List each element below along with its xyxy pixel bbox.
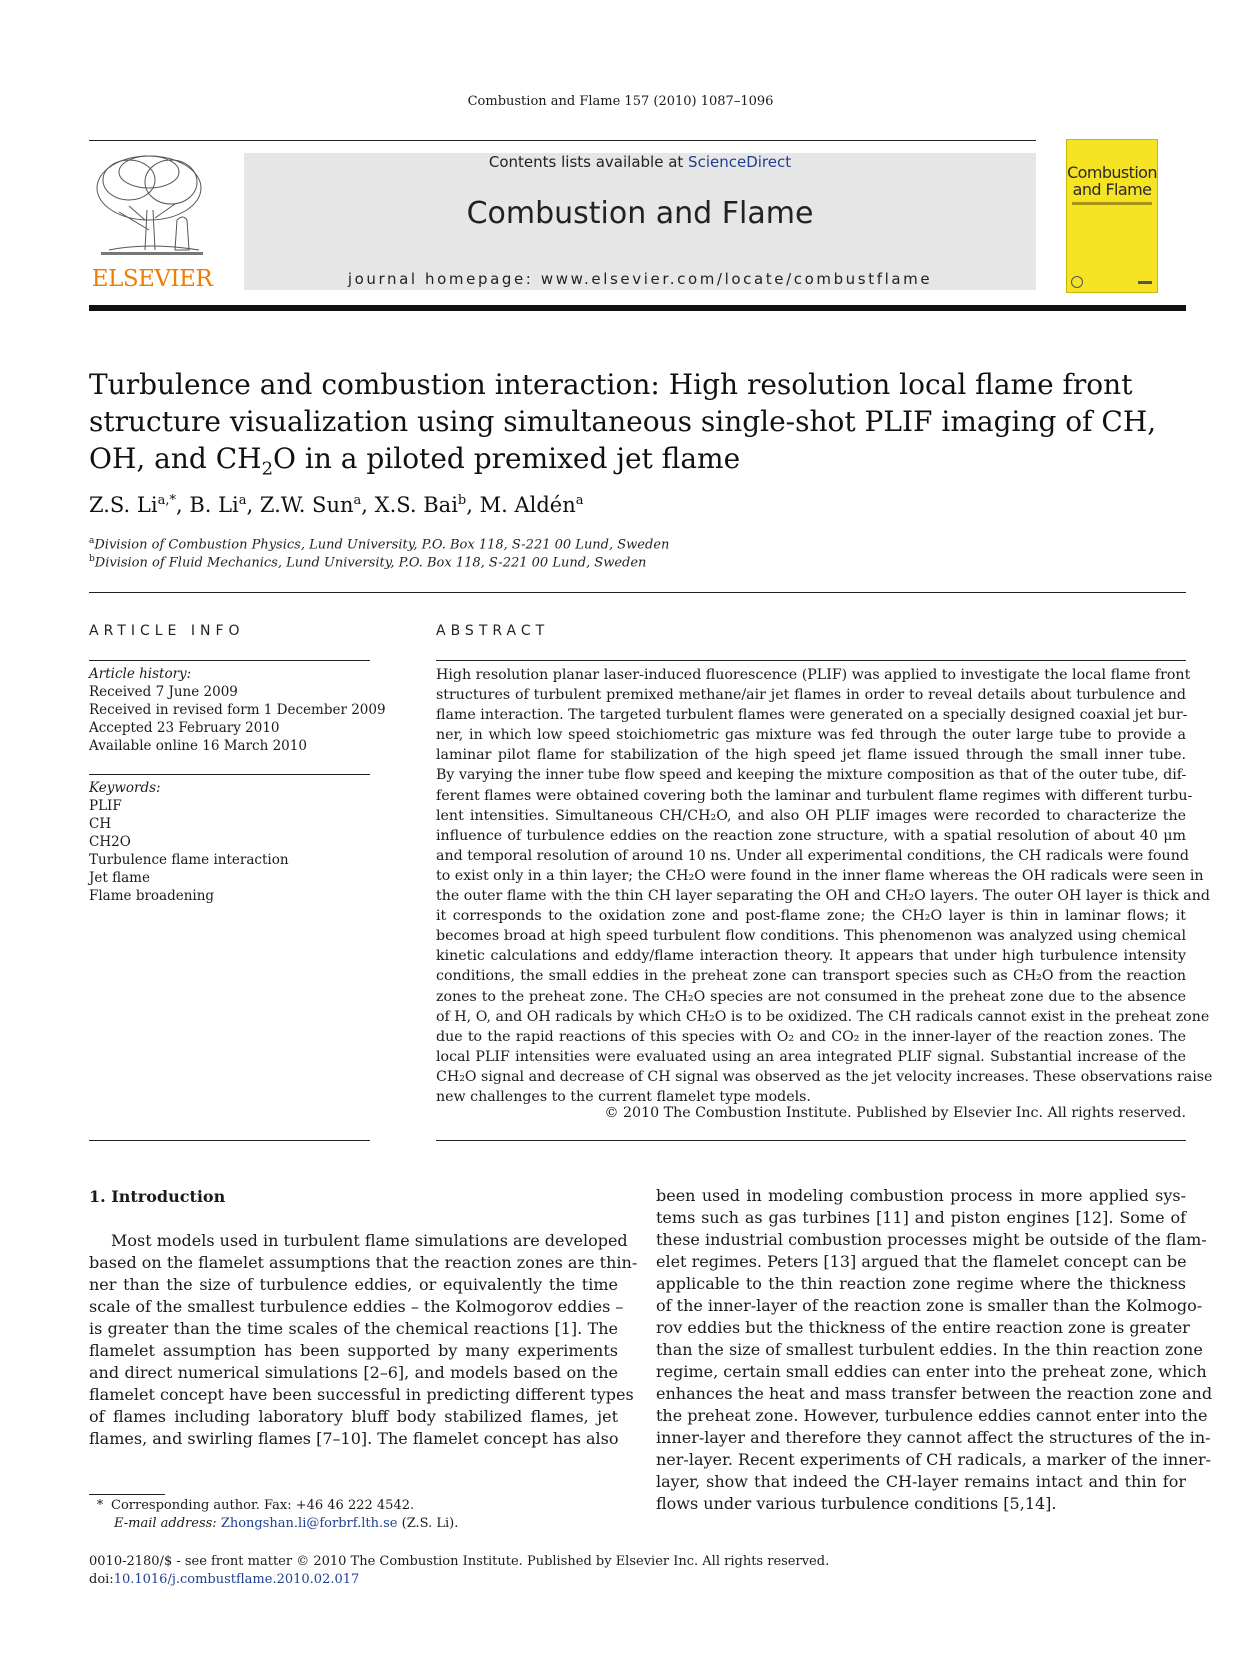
cover-subtitle-bar	[1072, 202, 1152, 205]
body-line: is greater than the time scales of the chemical reactions [1]. The	[89, 1319, 618, 1338]
author-name[interactable]: Z.W. Sun	[259, 493, 354, 517]
abstract-line: kinetic calculations and eddy/flame interaction theory. It appears that under high turbulence intensity	[436, 948, 1186, 965]
info-rule	[89, 660, 370, 661]
abstract-line: flame interaction. The targeted turbulent flames were generated on a specially designed coaxial jet bur-	[436, 707, 1188, 724]
history-online: Available online 16 March 2010	[89, 738, 307, 754]
keyword: CH	[89, 816, 112, 832]
keywords-label: Keywords:	[89, 780, 161, 796]
issn-line: 0010-2180/$ - see front matter © 2010 The Combustion Institute. Published by Elsevier Inc. All rights reserved.	[89, 1554, 830, 1569]
abstract-line: local PLIF intensities were evaluated using an area integrated PLIF signal. Substantial increase of the	[436, 1048, 1186, 1065]
body-line: rov eddies but the thickness of the entire reaction zone is greater	[656, 1318, 1190, 1337]
affiliation-sup: a	[89, 536, 95, 546]
history-accepted: Accepted 23 February 2010	[89, 720, 280, 736]
title-line-3b: O in a piloted premixed jet flame	[273, 442, 741, 475]
author-sup: a,*	[157, 493, 176, 508]
title-line-2: structure visualization using simultaneous single-shot PLIF imaging of CH,	[89, 405, 1157, 438]
abstract-line: of H, O, and OH radicals by which CH₂O is to be oxidized. The CH radicals cannot exist in the preheat zone	[436, 1008, 1210, 1025]
affiliation-sup: b	[89, 554, 95, 564]
abstract-line: becomes broad at high speed turbulent flow conditions. This phenomenon was analyzed using chemical	[436, 928, 1186, 945]
email-label: E-mail address:	[114, 1516, 221, 1531]
cover-title-line2: and Flame	[1072, 180, 1152, 199]
keyword: Jet flame	[89, 870, 150, 886]
body-line: flames, and swirling flames [7–10]. The flamelet concept has also	[89, 1429, 619, 1448]
elsevier-wordmark: ELSEVIER	[91, 266, 213, 292]
abstract-line: new challenges to the current flamelet type models.	[436, 1088, 811, 1105]
footnote-marker: *	[96, 1498, 104, 1513]
info-rule	[89, 1140, 370, 1141]
abstract-line: ferent flames were obtained covering both the laminar and turbulent flame regimes with different turbu-	[436, 787, 1193, 804]
history-label: Article history:	[89, 666, 192, 682]
abstract-line: zones to the preheat zone. The CH₂O species are not consumed in the preheat zone due to the absence	[436, 988, 1186, 1005]
journal-homepage[interactable]: journal homepage: www.elsevier.com/locate/combustflame	[347, 270, 933, 288]
abstract-line: structures of turbulent premixed methane/air jet flames in order to reveal details about turbulence and	[436, 687, 1186, 704]
cover-badge-icon	[1071, 276, 1083, 288]
keyword: Flame broadening	[89, 888, 215, 904]
abstract-line: the outer flame with the thin CH layer separating the OH and CH₂O layers. The outer OH layer is thick and	[436, 888, 1210, 905]
abstract-heading: ABSTRACT	[436, 623, 550, 639]
author-name[interactable]: M. Aldén	[479, 493, 576, 517]
top-rule	[89, 140, 1036, 141]
abstract-copyright: © 2010 The Combustion Institute. Published by Elsevier Inc. All rights reserved.	[604, 1105, 1186, 1121]
abstract-rule	[436, 1140, 1186, 1141]
journal-name: Combustion and Flame	[466, 196, 814, 231]
section-heading-introduction: 1. Introduction	[89, 1187, 226, 1206]
article-title	[89, 366, 1186, 488]
contents-prefix: Contents lists available at	[488, 153, 689, 171]
abstract-line: it corresponds to the oxidation zone and post-flame zone; the CH₂O layer is thin in laminar flows; it	[436, 908, 1186, 925]
email-link[interactable]: Zhongshan.li@forbrf.lth.se	[220, 1516, 398, 1531]
bottom-meta	[89, 1553, 829, 1589]
abstract-line: and temporal resolution of around 10 ns. Under all experimental conditions, the CH radicals were found	[436, 847, 1189, 864]
author-sup: b	[457, 493, 467, 508]
title-line-1: Turbulence and combustion interaction: High resolution local flame front	[89, 368, 1133, 401]
keyword: Turbulence flame interaction	[89, 852, 289, 868]
body-line: based on the flamelet assumptions that the reaction zones are thin-	[89, 1253, 638, 1272]
history-revised: Received in revised form 1 December 2009	[89, 702, 386, 718]
body-line: of the inner-layer of the reaction zone is smaller than the Kolmogo-	[656, 1296, 1203, 1315]
author-name[interactable]: B. Li	[189, 493, 239, 517]
body-column-left	[89, 1230, 638, 1450]
abstract-line: High resolution planar laser-induced fluorescence (PLIF) was applied to investigate the local flame front	[436, 667, 1191, 683]
body-line: Most models used in turbulent flame simulations are developed	[111, 1231, 628, 1250]
author-sup: a	[575, 493, 584, 508]
author-sup: a	[353, 493, 362, 508]
body-line: been used in modeling combustion process in more applied sys-	[656, 1186, 1186, 1205]
sciencedirect-link[interactable]: ScienceDirect	[688, 153, 792, 171]
abstract-text	[436, 665, 1213, 1107]
body-line: layer, show that indeed the CH-layer remains intact and thin for	[656, 1472, 1186, 1491]
footnote-corresponding: Corresponding author. Fax: +46 46 222 4542.	[111, 1498, 415, 1513]
body-line: applicable to the thin reaction zone regime where the thickness	[656, 1274, 1186, 1293]
body-line: enhances the heat and mass transfer between the reaction zone and	[656, 1384, 1213, 1403]
body-line: tems such as gas turbines [11] and piston engines [12]. Some of	[656, 1208, 1186, 1227]
body-line: the preheat zone. However, turbulence eddies cannot enter into the	[656, 1406, 1208, 1425]
body-line: and direct numerical simulations [2–6], and models based on the	[89, 1363, 618, 1382]
keyword: CH2O	[89, 834, 131, 850]
body-line: flamelet concept have been successful in predicting different types	[89, 1385, 634, 1404]
email-suffix: (Z.S. Li).	[397, 1516, 459, 1531]
body-line: of flames including laboratory bluff body stabilized flames, jet	[89, 1407, 618, 1426]
cover-title	[1066, 164, 1158, 198]
abstract-rule	[436, 660, 1186, 661]
affiliation-text: Division of Combustion Physics, Lund University, P.O. Box 118, S-221 00 Lund, Sweden	[94, 537, 670, 553]
abstract-line: influence of turbulence eddies on the reaction zone structure, with a spatial resolution of about 40 μm	[436, 827, 1186, 844]
keywords	[89, 779, 289, 905]
body-line: these industrial combustion processes might be outside of the flam-	[656, 1230, 1207, 1249]
title-line-3a: OH, and CH	[89, 442, 262, 475]
body-line: flamelet assumption has been supported by many experiments	[89, 1341, 618, 1360]
body-line: regime, certain small eddies can enter into the preheat zone, which	[656, 1362, 1207, 1381]
footnote-rule	[89, 1494, 165, 1495]
doi-label: doi:	[89, 1572, 114, 1587]
body-line: ner than the size of turbulence eddies, or equivalently the time	[89, 1275, 618, 1294]
corresponding-author-footnote	[89, 1497, 458, 1533]
info-rule	[89, 774, 370, 775]
header-thick-rule	[89, 305, 1186, 311]
doi-link[interactable]: 10.1016/j.combustflame.2010.02.017	[113, 1572, 360, 1587]
abstract-line: to exist only in a thin layer; the CH₂O were found in the inner flame whereas the OH radicals were seen in	[436, 867, 1204, 884]
cover-title-line1: Combustion	[1067, 163, 1157, 182]
body-line: than the size of smallest turbulent eddies. In the thin reaction zone	[656, 1340, 1203, 1359]
running-head: Combustion and Flame 157 (2010) 1087–1096	[467, 94, 774, 109]
affiliation-a	[89, 536, 669, 552]
title-rule	[89, 592, 1186, 593]
affiliation-text: Division of Fluid Mechanics, Lund University, P.O. Box 118, S-221 00 Lund, Sweden	[94, 555, 647, 571]
keyword: PLIF	[89, 798, 122, 814]
cover-footer-mark	[1138, 281, 1152, 284]
body-column-right	[656, 1185, 1213, 1515]
abstract-line: due to the rapid reactions of this species with O₂ and CO₂ in the inner-layer of the reaction zones. The	[436, 1028, 1186, 1045]
title-subscript: 2	[261, 458, 274, 480]
author-sup: a	[238, 493, 247, 508]
abstract-line: By varying the inner tube flow speed and keeping the mixture composition as that of the outer tube, dif-	[436, 767, 1187, 784]
affiliation-b	[89, 554, 646, 570]
abstract-line: CH₂O signal and decrease of CH signal was observed as the jet velocity increases. These observations raise	[436, 1068, 1213, 1085]
history-received: Received 7 June 2009	[89, 684, 238, 700]
body-line: inner-layer and therefore they cannot affect the structures of the in-	[656, 1428, 1211, 1447]
author-name[interactable]: Z.S. Li	[89, 493, 158, 517]
abstract-line: laminar pilot flame for stabilization of the high speed jet flame issued through the small inner tube.	[436, 747, 1186, 764]
author-list: Z.S. $Li^{a,*}$, B. Li$^a$, Z.W. Sun$^a$, X.S. Bai$^b$, M. Aldén$^a$	[89, 493, 584, 517]
article-history	[89, 665, 386, 755]
contents-line	[244, 153, 1036, 171]
author-name[interactable]: X.S. Bai	[374, 493, 458, 517]
tree-logo-icon	[89, 150, 215, 266]
body-line: elet regimes. Peters [13] argued that the flamelet concept can be	[656, 1252, 1187, 1271]
body-line: ner-layer. Recent experiments of CH radicals, a marker of the inner-	[656, 1450, 1211, 1469]
body-line: scale of the smallest turbulence eddies – the Kolmogorov eddies –	[89, 1297, 624, 1316]
article-info-heading: ARTICLE INFO	[89, 623, 245, 639]
abstract-line: conditions, the small eddies in the preheat zone can transport species such as CH₂O from the reaction	[436, 968, 1186, 985]
abstract-line: lent intensities. Simultaneous CH/CH₂O, and also OH PLIF images were recorded to characterize the	[436, 807, 1186, 824]
body-line: flows under various turbulence conditions [5,14].	[656, 1494, 1057, 1513]
abstract-line: ner, in which low speed stoichiometric gas mixture was fed through the outer large tube to provide a	[436, 727, 1186, 744]
